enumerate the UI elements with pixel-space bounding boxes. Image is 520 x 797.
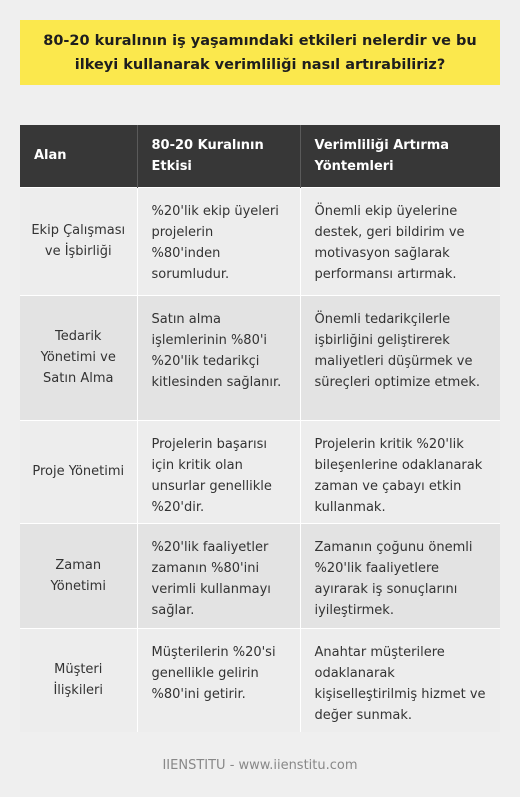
area-cell: Proje Yönetimi <box>20 420 137 523</box>
method-cell: Projelerin kritik %20'lik bileşenlerine odaklanarak zaman ve çabayı etkin kullanmak. <box>300 420 500 523</box>
method-cell: Önemli tedarikçilerle işbirliğini geliştirerek maliyetleri düşürmek ve süreçleri optimize etmek. <box>300 295 500 420</box>
title-banner <box>20 20 500 85</box>
comparison-table <box>20 125 500 732</box>
header-row <box>20 125 500 187</box>
header-cell-area: Alan <box>20 125 137 187</box>
area-cell: Ekip Çalışması ve İşbirliği <box>20 187 137 295</box>
effect-cell: %20'lik faaliyetler zamanın %80'ini verimli kullanmayı sağlar. <box>137 523 300 628</box>
method-cell: Anahtar müşterilere odaklanarak kişiselleştirilmiş hizmet ve değer sunmak. <box>300 628 500 732</box>
table-row <box>20 420 500 523</box>
area-cell: Müşteri İlişkileri <box>20 628 137 732</box>
table-row <box>20 628 500 732</box>
page-title: 80-20 kuralının iş yaşamındaki etkileri nelerdir ve bu ilkeyi kullanarak verimliliği nasıl artırabiliriz? <box>43 32 477 73</box>
area-cell: Zaman Yönetimi <box>20 523 137 628</box>
footer-credit: IIENSTITU - www.iienstitu.com <box>162 758 358 773</box>
method-cell: Zamanın çoğunu önemli %20'lik faaliyetlere ayırarak iş sonuçlarını iyileştirmek. <box>300 523 500 628</box>
table-row <box>20 187 500 295</box>
header-cell-method: Verimliliği Artırma Yöntemleri <box>300 125 500 187</box>
effect-cell: Satın alma işlemlerinin %80'i %20'lik tedarikçi kitlesinden sağlanır. <box>137 295 300 420</box>
table-row <box>20 523 500 628</box>
table-body <box>20 187 500 732</box>
area-cell: Tedarik Yönetimi ve Satın Alma <box>20 295 137 420</box>
header-cell-effect: 80-20 Kuralının Etkisi <box>137 125 300 187</box>
table-header <box>20 125 500 187</box>
table-row <box>20 295 500 420</box>
comparison-table-container <box>20 125 500 732</box>
effect-cell: %20'lik ekip üyeleri projelerin %80'inden sorumludur. <box>137 187 300 295</box>
effect-cell: Müşterilerin %20'si genellikle gelirin %80'ini getirir. <box>137 628 300 732</box>
effect-cell: Projelerin başarısı için kritik olan unsurlar genellikle %20'dir. <box>137 420 300 523</box>
method-cell: Önemli ekip üyelerine destek, geri bildirim ve motivasyon sağlarak performansı artırmak. <box>300 187 500 295</box>
